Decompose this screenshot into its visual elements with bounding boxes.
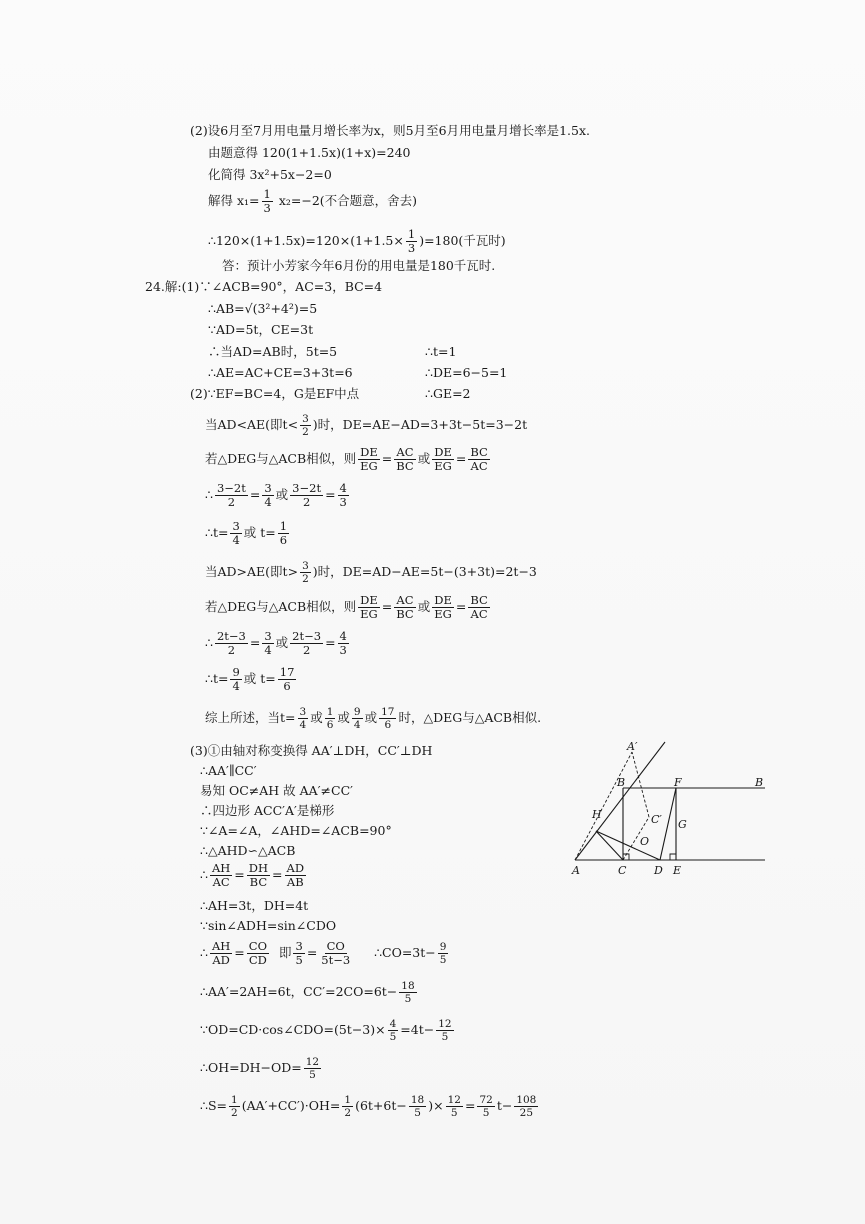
text-span: = xyxy=(464,1098,476,1113)
fraction xyxy=(262,188,273,215)
denominator: 3 xyxy=(407,241,416,255)
text-line: 24.解:(1)∵∠ACB=90°，AC=3，BC=4 xyxy=(145,279,383,294)
text-span: 或 xyxy=(337,710,350,725)
numerator: 3 xyxy=(264,629,272,643)
denominator: 4 xyxy=(264,495,272,509)
denominator: 2 xyxy=(302,573,309,585)
label-c: C xyxy=(618,864,627,877)
text-span: =4t− xyxy=(400,1022,435,1037)
fraction xyxy=(394,594,415,621)
text-span: = xyxy=(325,635,336,650)
text-span: ∴CO=3t− xyxy=(374,945,436,960)
text-line: ∴AE=AC+CE=3+3t=6 xyxy=(208,365,353,380)
text-line: 化简得 3x²+5x−2=0 xyxy=(208,167,332,182)
denominator: 6 xyxy=(279,533,288,547)
text-span: 时，△DEG与△ACB相似. xyxy=(398,710,542,725)
label-f: F xyxy=(674,776,682,789)
fraction xyxy=(394,446,415,473)
label-g: G xyxy=(678,818,687,831)
numerator: CO xyxy=(326,939,345,953)
fraction xyxy=(262,630,273,657)
fraction xyxy=(290,630,323,657)
text-line: ∴GE=2 xyxy=(425,386,471,401)
fraction xyxy=(432,446,454,473)
text-span: = xyxy=(381,599,393,614)
fraction xyxy=(215,482,248,509)
numerator: 9 xyxy=(439,941,447,953)
denominator: 4 xyxy=(299,719,307,731)
denominator: 2 xyxy=(302,426,309,438)
text-span: = xyxy=(381,451,393,466)
text-span: ∵OD=CD·cos∠CDO=(5t−3)× xyxy=(200,1022,386,1037)
numerator: DH xyxy=(248,861,269,875)
numerator: 1 xyxy=(263,187,271,201)
denominator: 5 xyxy=(295,953,303,967)
numerator: 4 xyxy=(339,629,347,643)
fraction xyxy=(229,1094,240,1119)
text-line xyxy=(200,1018,456,1043)
text-line: ∵AD=5t，CE=3t xyxy=(208,322,314,337)
text-span: 若△DEG与△ACB相似，则 xyxy=(205,451,357,466)
text-span: ∴ xyxy=(200,945,208,960)
fraction xyxy=(210,940,232,967)
label-b-right: B xyxy=(755,776,764,789)
denominator: 25 xyxy=(519,1107,534,1119)
text-line: 易知 OC≠AH 故 AA′≠CC′ xyxy=(200,783,353,798)
numerator: 12 xyxy=(438,1018,452,1030)
numerator: 1 xyxy=(279,519,288,533)
text-span: 解得 x₁= xyxy=(208,193,260,208)
text-span: = xyxy=(234,867,245,882)
text-line: ∴t=1 xyxy=(425,344,457,359)
text-line xyxy=(200,1094,540,1119)
numerator: 1 xyxy=(407,227,416,241)
fraction xyxy=(290,482,323,509)
text-span: 当AD<AE(即t< xyxy=(205,417,299,432)
text-line: ∴AA′∥CC′ xyxy=(200,763,257,778)
numerator: 12 xyxy=(305,1056,320,1068)
denominator: 4 xyxy=(353,719,361,731)
denominator: 3 xyxy=(339,495,347,509)
denominator: 2 xyxy=(344,1107,352,1119)
fraction xyxy=(352,706,363,731)
text-line: ∴当AD=AB时，5t=5 xyxy=(208,344,338,359)
line-cprime-aprime xyxy=(632,752,649,817)
text-line xyxy=(200,1056,323,1081)
text-span: 当AD>AE(即t> xyxy=(205,564,299,579)
text-line: ∵sin∠ADH=sin∠CDO xyxy=(200,918,337,933)
text-line xyxy=(205,560,537,585)
numerator: DE xyxy=(434,593,452,607)
numerator: 9 xyxy=(232,665,240,679)
fraction xyxy=(358,446,380,473)
text-span: 或 xyxy=(275,635,289,650)
label-e: E xyxy=(673,864,682,877)
denominator: 2 xyxy=(302,643,311,657)
denominator: 6 xyxy=(326,719,334,731)
text-line: ∵∠A=∠A，∠AHD=∠ACB=90° xyxy=(200,823,392,838)
text-line: ∴△AHD∽△ACB xyxy=(200,843,296,858)
text-span: ∴t= xyxy=(205,525,229,540)
denominator: 6 xyxy=(384,719,392,731)
text-span: 若△DEG与△ACB相似，则 xyxy=(205,599,357,614)
denominator: 5 xyxy=(439,954,447,966)
geometry-diagram xyxy=(570,738,770,878)
text-span: = xyxy=(272,867,283,882)
denominator: EG xyxy=(434,459,452,473)
numerator: 12 xyxy=(447,1094,461,1106)
text-span: (AA′+CC′)·OH= xyxy=(241,1098,341,1113)
denominator: 4 xyxy=(232,679,240,693)
denominator: AB xyxy=(286,875,304,889)
fraction xyxy=(285,862,307,889)
denominator: EG xyxy=(434,607,452,621)
numerator: DE xyxy=(360,445,378,459)
text-line xyxy=(205,594,492,621)
text-line: (2)∵EF=BC=4，G是EF中点 xyxy=(190,386,360,401)
numerator: 18 xyxy=(410,1094,425,1106)
fraction xyxy=(300,413,311,438)
numerator: 2t−3 xyxy=(216,629,246,643)
label-c-prime: C′ xyxy=(651,813,662,826)
text-span: 或 xyxy=(364,710,378,725)
text-line xyxy=(205,520,291,547)
denominator: AD xyxy=(212,953,230,967)
label-o: O xyxy=(640,835,650,848)
numerator: AC xyxy=(396,593,414,607)
text-span: )时，DE=AD−AE=5t−(3+3t)=2t−3 xyxy=(312,564,537,579)
text-span: x₂=−2(不合题意，舍去) xyxy=(274,193,418,208)
text-span: ∴t= xyxy=(205,671,229,686)
text-line xyxy=(205,413,527,438)
text-span: 综上所述，当t= xyxy=(205,710,296,725)
numerator: 17 xyxy=(279,665,295,679)
text-line xyxy=(205,482,351,509)
denominator: 6 xyxy=(283,679,291,693)
numerator: 3 xyxy=(232,519,240,533)
text-line xyxy=(205,446,492,473)
label-a-prime: A′ xyxy=(627,740,638,753)
text-span: )时，DE=AE−AD=3+3t−5t=3−2t xyxy=(312,417,528,432)
denominator: 5 xyxy=(389,1031,397,1043)
denominator: EG xyxy=(360,607,378,621)
text-span: 或 t= xyxy=(243,671,276,686)
text-line xyxy=(208,228,506,255)
denominator: 2 xyxy=(302,495,311,509)
fraction xyxy=(406,228,417,255)
numerator: AC xyxy=(396,445,414,459)
fraction xyxy=(409,1094,426,1119)
text-line: 由题意得 120(1+1.5x)(1+x)=240 xyxy=(208,145,411,160)
label-d: D xyxy=(654,864,663,877)
denominator: 3 xyxy=(339,643,347,657)
numerator: BC xyxy=(470,445,488,459)
numerator: AD xyxy=(286,861,305,875)
numerator: 1 xyxy=(326,706,334,718)
denominator: 5 xyxy=(414,1107,421,1119)
text-line xyxy=(200,980,419,1005)
text-span: )× xyxy=(428,1098,444,1113)
text-span: ∴OH=DH−OD= xyxy=(200,1060,302,1075)
fraction xyxy=(436,1018,453,1043)
numerator: 3−2t xyxy=(216,481,246,495)
denominator: 5t−3 xyxy=(321,953,351,967)
numerator: 3−2t xyxy=(292,481,322,495)
fraction xyxy=(230,666,241,693)
fraction xyxy=(300,560,311,585)
fraction xyxy=(342,1094,353,1119)
numerator: 17 xyxy=(381,706,395,718)
numerator: 3 xyxy=(295,939,303,953)
fraction xyxy=(304,1056,321,1081)
fraction xyxy=(230,520,241,547)
text-span: ∴120×(1+1.5x)=120×(1+1.5× xyxy=(208,233,404,248)
text-span: = xyxy=(306,945,318,960)
fraction xyxy=(388,1018,399,1043)
text-span: = xyxy=(325,487,336,502)
text-span: 即 xyxy=(278,945,292,960)
fraction xyxy=(338,482,349,509)
denominator: 5 xyxy=(441,1031,449,1043)
denominator: 5 xyxy=(482,1107,490,1119)
denominator: 5 xyxy=(404,993,412,1005)
fraction xyxy=(210,862,232,889)
denominator: 4 xyxy=(264,643,272,657)
fraction xyxy=(215,630,248,657)
denominator: AC xyxy=(470,459,488,473)
text-span: ∴S= xyxy=(200,1098,227,1113)
fraction xyxy=(247,940,269,967)
text-span: = xyxy=(455,451,467,466)
denominator: 4 xyxy=(232,533,240,547)
text-line xyxy=(205,706,541,731)
fraction xyxy=(338,630,349,657)
text-span: ∴ xyxy=(205,487,213,502)
denominator: AC xyxy=(212,875,230,889)
numerator: 3 xyxy=(264,481,272,495)
fraction xyxy=(468,594,489,621)
text-line: 答：预计小芳家今年6月份的用电量是180千瓦时. xyxy=(222,258,496,273)
denominator: BC xyxy=(396,607,414,621)
text-span: = xyxy=(455,599,467,614)
numerator: 18 xyxy=(401,980,415,992)
text-line xyxy=(200,940,450,967)
text-span: (6t+6t− xyxy=(355,1098,407,1113)
denominator: 2 xyxy=(231,1107,238,1119)
line-hc xyxy=(596,831,623,860)
denominator: AC xyxy=(470,607,488,621)
text-span: 或 xyxy=(275,487,289,502)
text-line xyxy=(208,188,417,215)
numerator: 3 xyxy=(302,560,309,572)
numerator: 2t−3 xyxy=(292,629,322,643)
denominator: 5 xyxy=(309,1069,316,1081)
fraction xyxy=(293,940,304,967)
numerator: AH xyxy=(211,861,231,875)
numerator: AH xyxy=(211,939,231,953)
fraction xyxy=(432,594,454,621)
label-a: A xyxy=(572,864,580,877)
text-span: ∴ xyxy=(205,635,213,650)
text-span: )=180(千瓦时) xyxy=(419,233,506,248)
numerator: 1 xyxy=(344,1094,352,1106)
fraction xyxy=(262,482,273,509)
fraction xyxy=(247,862,270,889)
denominator: CD xyxy=(248,953,267,967)
line-hd xyxy=(596,831,660,860)
text-line: ∴四边形 ACC′A′是梯形 xyxy=(200,803,335,818)
numerator: 4 xyxy=(389,1018,397,1030)
fraction xyxy=(325,706,336,731)
text-span: 或 xyxy=(417,451,431,466)
text-line xyxy=(205,630,351,657)
text-span: t− xyxy=(496,1098,513,1113)
numerator: 9 xyxy=(353,706,361,718)
numerator: 72 xyxy=(479,1094,493,1106)
denominator: 3 xyxy=(263,201,271,215)
fraction xyxy=(438,941,449,966)
numerator: BC xyxy=(470,593,488,607)
text-span: = xyxy=(249,487,261,502)
fraction xyxy=(379,706,396,731)
denominator: BC xyxy=(396,459,414,473)
right-angle-mark xyxy=(670,854,676,860)
text-span: = xyxy=(234,945,245,960)
text-line: (2)设6月至7月用电量月增长率为x，则5月至6月用电量月增长率是1.5x. xyxy=(190,123,590,138)
numerator: 4 xyxy=(339,481,347,495)
fraction xyxy=(278,666,297,693)
numerator: 1 xyxy=(231,1094,238,1106)
fraction xyxy=(399,980,416,1005)
fraction xyxy=(298,706,309,731)
text-line: ∴AH=3t，DH=4t xyxy=(200,898,309,913)
text-span: = xyxy=(249,635,261,650)
fraction xyxy=(278,520,289,547)
fraction xyxy=(514,1094,538,1119)
fraction xyxy=(446,1094,463,1119)
denominator: 2 xyxy=(227,495,236,509)
numerator: CO xyxy=(248,939,268,953)
text-span: ∴AA′=2AH=6t，CC′=2CO=6t− xyxy=(200,984,398,999)
text-span: 或 xyxy=(417,599,431,614)
denominator: 5 xyxy=(450,1107,458,1119)
denominator: EG xyxy=(360,459,378,473)
text-line: ∴DE=6−5=1 xyxy=(425,365,508,380)
numerator: 3 xyxy=(299,706,307,718)
text-span: 或 t= xyxy=(243,525,276,540)
numerator: 108 xyxy=(516,1094,537,1106)
text-line: ∴AB=√(3²+4²)=5 xyxy=(208,301,318,316)
text-line xyxy=(205,666,298,693)
fraction xyxy=(319,940,352,967)
text-line xyxy=(200,862,308,889)
fraction xyxy=(358,594,380,621)
fraction xyxy=(477,1094,494,1119)
label-h: H xyxy=(592,808,602,821)
denominator: 2 xyxy=(227,643,236,657)
label-b: B xyxy=(617,776,626,789)
numerator: DE xyxy=(360,593,378,607)
denominator: BC xyxy=(249,875,268,889)
line-df xyxy=(660,788,676,860)
numerator: 3 xyxy=(302,413,309,425)
text-span: ∴ xyxy=(200,867,208,882)
fraction xyxy=(468,446,489,473)
text-span: 或 xyxy=(310,710,323,725)
text-line: (3)①由轴对称变换得 AA′⊥DH，CC′⊥DH xyxy=(190,743,433,758)
numerator: DE xyxy=(434,445,452,459)
